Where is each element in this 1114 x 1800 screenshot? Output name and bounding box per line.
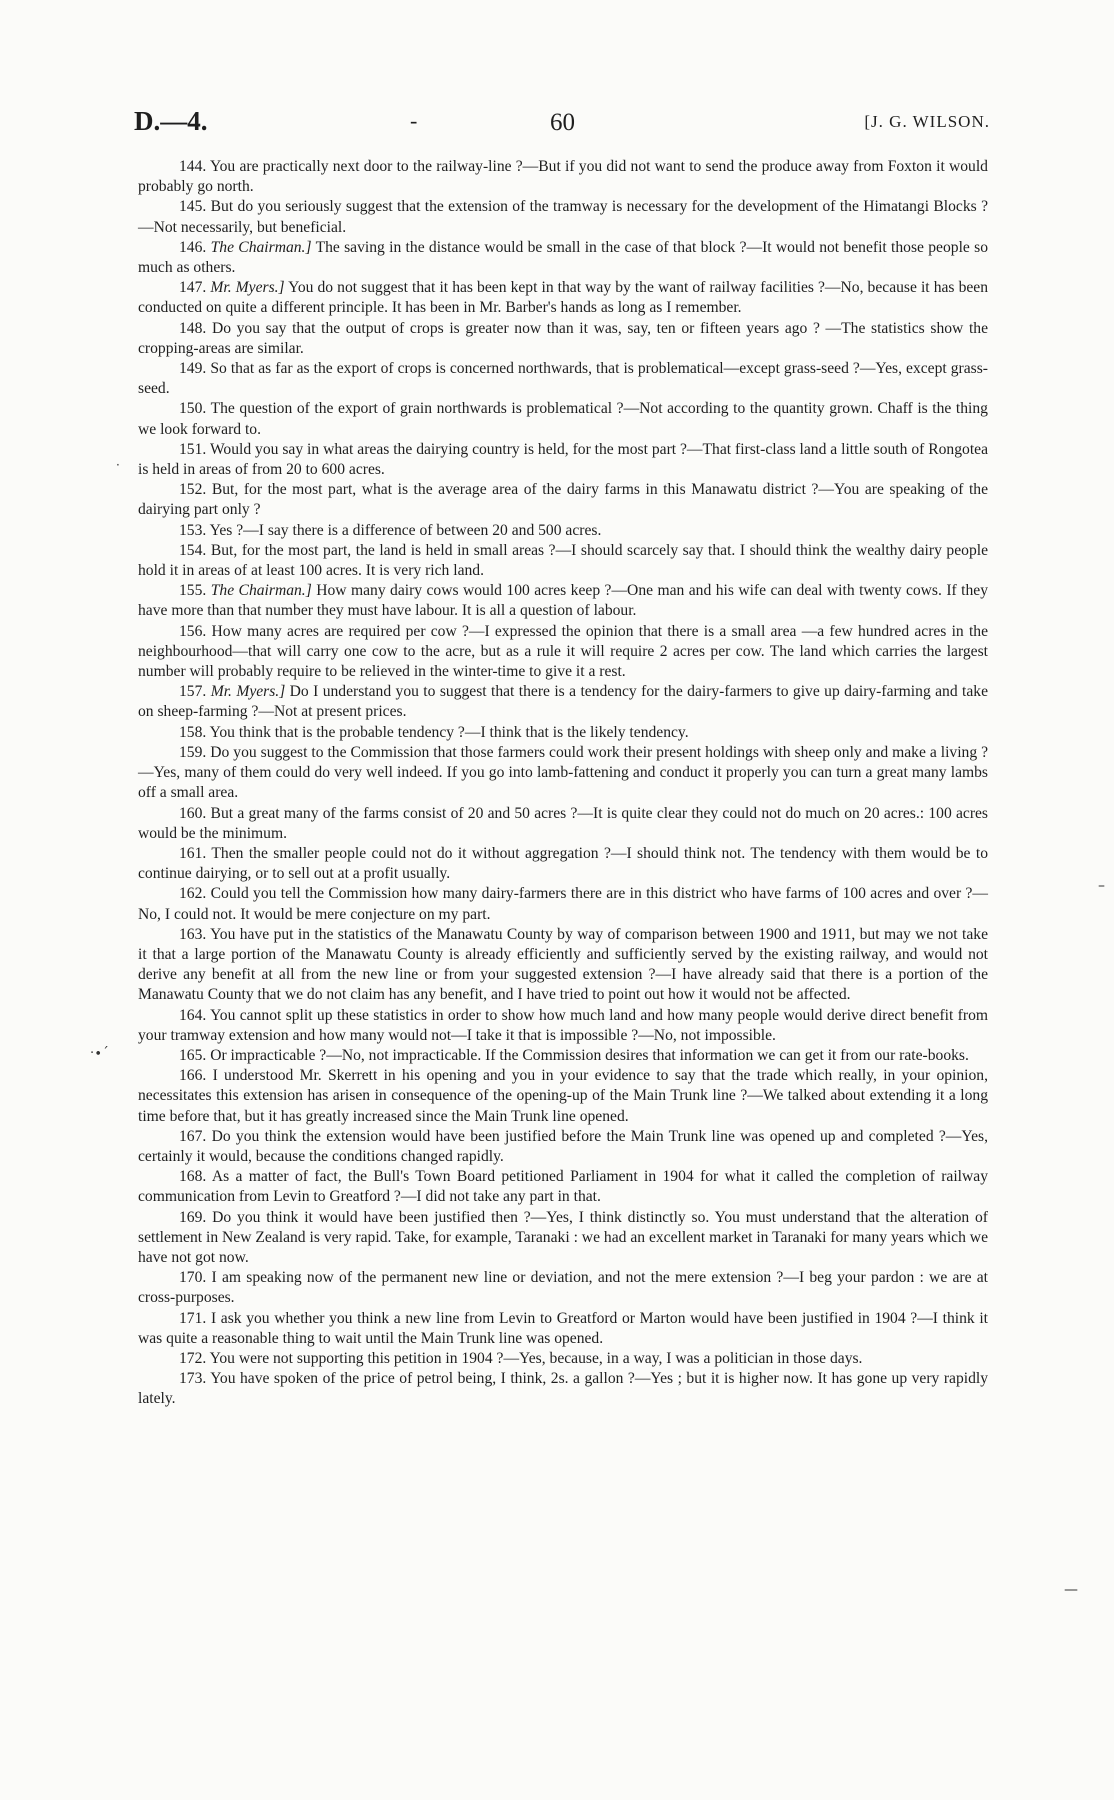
entry-text: The question of the export of grain northwards is problematical ?—Not according to the quantity grown. Chaff is the thing we look forward to. [138,400,988,438]
qa-155 [138,581,988,621]
entry-number: 158. [179,723,207,741]
entry-number: 172. [179,1349,207,1367]
evidence-body [138,157,988,1410]
entry-number: 153. [179,521,207,539]
entry-text: Do you suggest to the Commission that those farmers could work their present holdings with sheep only and make a living ?—Yes, many of them could do very well indeed. If you go into lamb-fattening and conduct it properly you can turn a great many lambs off a small area. [138,743,989,802]
entry-number: 164. [179,1006,207,1024]
entry-number: 145. [179,198,207,216]
entry-text: You have spoken of the price of petrol being, I think, 2s. a gallon ?—Yes ; but it is higher now. It has gone up very rapidly lately. [138,1370,988,1408]
margin-dash-mark: – [1098,878,1105,894]
entry-number: 150. [179,400,207,418]
qa-144 [138,157,988,197]
qa-163 [138,925,988,1006]
qa-151 [138,440,988,480]
entry-number: 160. [179,804,207,822]
entry-number: 162. [179,885,207,903]
speaker-label: The Chairman.] [210,582,312,600]
qa-167 [138,1127,988,1167]
entry-number: 156. [179,622,207,640]
page-number: 60 [550,109,575,136]
qa-169 [138,1208,988,1269]
entry-text: How many dairy cows would 100 acres keep ?—One man and his wife can deal with twenty cows. If they have more than that number they must have labour. It is all a question of labour. [138,582,988,620]
qa-160 [138,804,988,844]
entry-number: 152. [179,481,207,499]
entry-text: As a matter of fact, the Bull's Town Board petitioned Parliament in 1904 for what it called the completion of railway communication from Levin to Greatford ?—I did not take any part in that. [138,1168,988,1206]
entry-text: Or impracticable ?—No, not impracticable. If the Commission desires that information we can get it from our rate-books. [210,1046,969,1064]
entry-number: 166. [179,1067,207,1085]
qa-164 [138,1006,988,1046]
entry-number: 170. [179,1269,207,1287]
entry-number: 151. [179,440,207,458]
qa-165 [138,1046,988,1066]
entry-text: Would you say in what areas the dairying country is held, for the most part ?—That first-class land a little south of Rongotea is held in areas of from 20 to 600 acres. [138,440,988,479]
entry-number: 147. [179,279,207,297]
entry-text: I ask you whether you think a new line from Levin to Greatford or Marton would have been justified in 1904 ?—I think it was quite a reasonable thing to wait until the Main Trunk line was opened. [138,1309,988,1347]
qa-157 [138,682,988,722]
entry-text: You have put in the statistics of the Manawatu County by way of comparison between 1900 and 1911, but may we not take it that a large portion of the Manawatu County is already efficiently and sufficiently served by the existing railway, and would not derive any benefit at all from the new line or from your suggested extension ?—I have already said that there is a portion of the Manawatu County that we do not claim has any benefit, and I have tried to point out how it would not be affected. [138,925,988,1004]
entry-number: 155. [179,582,207,600]
entry-number: 157. [179,683,207,701]
entry-text: You are practically next door to the railway-line ?—But if you did not want to send the produce away from Foxton it would probably go north. [138,158,988,196]
entry-text: Then the smaller people could not do it without aggregation ?—I should think not. The tendency with them would be to continue dairying, or to sell out at a profit usually. [138,844,988,883]
qa-150 [138,399,988,439]
entry-text: Could you tell the Commission how many dairy-farmers there are in this district who have farms of 100 acres and over ?—No, I could not. It would be mere conjecture on my part. [138,885,988,923]
page-header [134,106,990,140]
margin-tick-mark: ·∙´ [90,1046,109,1061]
speaker-label: Mr. Myers.] [210,279,285,297]
speaker-label: Mr. Myers.] [210,683,286,701]
entry-number: 161. [179,844,207,862]
qa-154 [138,541,988,581]
entry-number: 159. [179,743,207,761]
entry-text: But, for the most part, the land is held in small areas ?—I should scarcely say that. I should think the wealthy dairy people hold it in areas of at least 100 acres. It is very rich land. [138,541,988,580]
entry-text: Yes ?—I say there is a difference of between 20 and 500 acres. [209,521,602,539]
entry-text: You were not supporting this petition in 1904 ?—Yes, because, in a way, I was a politician in those days. [209,1349,863,1367]
qa-168 [138,1167,988,1207]
entry-text: You think that is the probable tendency ?—I think that is the likely tendency. [209,723,689,741]
qa-153 [138,521,988,541]
header-separator: - [410,108,418,133]
qa-145 [138,197,988,237]
entry-number: 148. [179,319,207,337]
entry-text: You do not suggest that it has been kept in that way by the want of railway facilities ?—No, because it has been conducted on quite a different principle. It has been in Mr. Barber's hands as long as I remember. [138,279,989,317]
qa-152 [138,480,988,520]
entry-text: How many acres are required per cow ?—I expressed the opinion that there is a small area —a few hundred acres in the neighbourhood—that will carry one cow to the acre, but as a rule it will require 2 acres per cow. The land which carries the largest number will probably require to be relieved in the winter-time to give it a rest. [138,622,989,681]
qa-156 [138,622,988,683]
entry-text: You cannot split up these statistics in order to show how much land and how many people would derive direct benefit from your tramway extension and how many would not—I take it that is impossible ?—No, not impossible. [138,1006,988,1044]
margin-dot-mark: · [116,458,120,472]
entry-text: I understood Mr. Skerrett in his opening and you in your evidence to say that the trade which really, in your opinion, necessitates this extension has arisen in consequence of the opening-up of the Main Trunk line ?—We talked about extending it a long time before that, but it has greatly increased since the Main Trunk line opened. [138,1067,988,1125]
entry-number: 168. [179,1168,207,1186]
entry-number: 154. [179,541,207,559]
entry-text: But do you seriously suggest that the extension of the tramway is necessary for the development of the Himatangi Blocks ?—Not necessarily, but beneficial. [138,198,988,236]
entry-number: 165. [179,1046,207,1064]
entry-number: 144. [179,158,207,175]
entry-text: I am speaking now of the permanent new line or deviation, and not the mere extension ?—I beg your pardon : we are at cross-purposes. [138,1269,989,1307]
speaker-label: The Chairman.] [210,238,312,256]
entry-text: But a great many of the farms consist of 20 and 50 acres ?—It is quite clear they could not do much on 20 acres.: 100 acres would be the minimum. [138,804,989,842]
entry-number: 173. [179,1370,207,1388]
entry-number: 169. [179,1208,207,1226]
qa-170 [138,1268,988,1308]
entry-number: 146. [179,238,207,256]
entry-text: But, for the most part, what is the average area of the dairy farms in this Manawatu district ?—You are speaking of the dairying part only ? [138,481,988,519]
qa-173 [138,1369,988,1409]
entry-text: Do I understand you to suggest that there is a tendency for the dairy-farmers to give up dairy-farming and take on sheep-farming ?—Not at present prices. [138,683,989,721]
qa-147 [138,278,988,318]
qa-146 [138,238,988,278]
qa-159 [138,743,988,804]
margin-dash-mark-lower: — [1064,1582,1078,1598]
qa-172 [138,1349,988,1369]
entry-text: The saving in the distance would be small in the case of that block ?—It would not benefit those people so much as others. [138,238,988,277]
entry-number: 167. [179,1127,207,1145]
entry-text: Do you say that the output of crops is greater now than it was, say, ten or fifteen years ago ? —The statistics show the cropping-areas are similar. [138,319,988,357]
qa-148 [138,319,988,359]
document-code: D.—4. [134,106,208,136]
entry-number: 163. [179,925,207,943]
qa-162 [138,884,988,924]
entry-text: So that as far as the export of crops is concerned northwards, that is problematical—except grass-seed ?—Yes, except grass-seed. [138,360,989,398]
qa-161 [138,844,988,884]
qa-149 [138,359,988,399]
qa-158 [138,723,988,743]
entry-number: 149. [179,360,207,378]
entry-text: Do you think it would have been justified then ?—Yes, I think distinctly so. You must understand that the alteration of settlement in New Zealand is very rapid. Take, for example, Taranaki : we had an excellent market in Taranaki for many years which we have not got now. [138,1208,989,1266]
qa-171 [138,1309,988,1349]
witness-name: [J. G. WILSON. [864,112,990,131]
qa-166 [138,1066,988,1127]
entry-text: Do you think the extension would have been justified before the Main Trunk line was opened up and completed ?—Yes, certainly it would, because the conditions changed rapidly. [138,1127,988,1165]
entry-number: 171. [179,1309,207,1327]
